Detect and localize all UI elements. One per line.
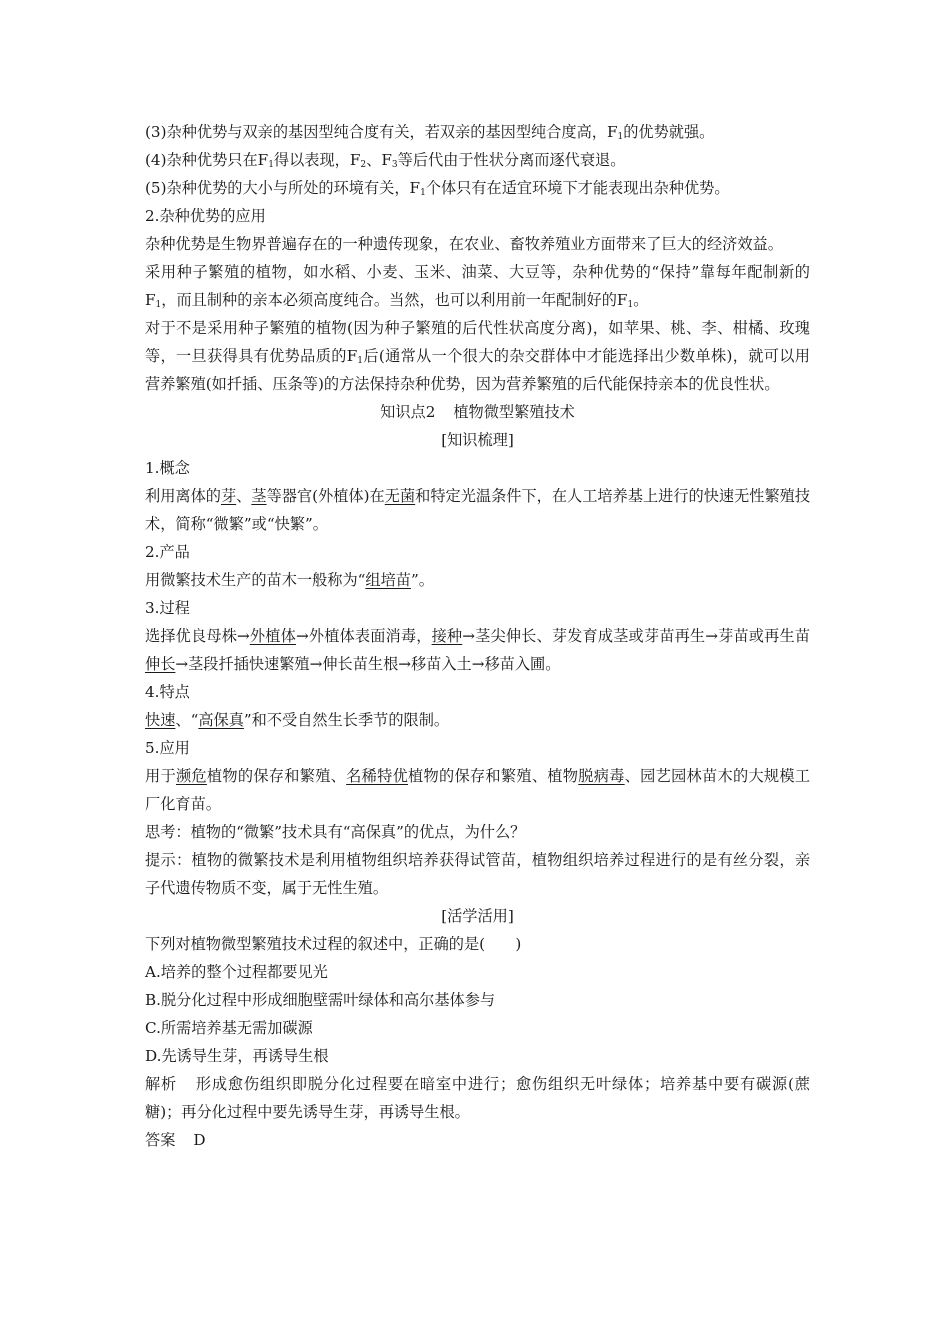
heading-concept: 1.概念 — [145, 459, 190, 477]
text: 个体只有在适宜环境下才能表现出杂种优势。 — [425, 179, 730, 197]
underlined-term: 快速 — [145, 711, 176, 729]
text: (4)杂种优势只在F — [145, 151, 269, 169]
answer-value: D — [193, 1131, 206, 1149]
heading-application: 5.应用 — [145, 739, 190, 757]
document-page — [145, 118, 810, 1154]
answer — [145, 1126, 810, 1154]
text: 采用种子繁殖的植物，如水稻、小麦、玉米、油菜、大豆等，杂种优势的“保持”靠每年配制新的F — [145, 263, 810, 309]
text: 利用离体的 — [145, 487, 221, 505]
underlined-term: 芽 — [220, 487, 237, 505]
heading-product: 2.产品 — [145, 543, 190, 561]
text: 植物的保存和繁殖、 — [206, 767, 347, 785]
text: 用于 — [145, 767, 176, 785]
paragraph-application — [145, 762, 810, 818]
text: →茎段扦插快速繁殖→伸长苗生根→移苗入土→移苗入圃。 — [175, 655, 561, 673]
subscript: 1 — [268, 160, 274, 170]
subscript: 1 — [155, 300, 162, 310]
text: 选择优良母株→ — [145, 627, 250, 645]
text: 等后代由于性状分离而逐代衰退。 — [397, 151, 626, 169]
section-number: 知识点2 — [380, 403, 436, 421]
section-name: 植物微型繁殖技术 — [453, 403, 575, 421]
section-title — [145, 398, 810, 426]
paragraph-concept — [145, 482, 810, 538]
paragraph-seed-propagation — [145, 258, 810, 314]
subscript: 1 — [627, 300, 634, 310]
underlined-term: 外植体 — [249, 627, 296, 645]
section-subtitle: [知识梳理] — [441, 431, 514, 449]
paragraph-feature — [145, 706, 810, 734]
text: ，而且制种的亲本必须高度纯合。当然，也可以利用前一年配制好的F — [161, 291, 628, 309]
text: 。 — [633, 291, 649, 309]
underlined-term: 脱病毒 — [578, 767, 625, 785]
think-question: 思考：植物的“微繁”技术具有“高保真”的优点，为什么？ — [145, 823, 526, 841]
heading-feature: 4.特点 — [145, 683, 190, 701]
option-b: B.脱分化过程中形成细胞壁需叶绿体和高尔基体参与 — [145, 991, 496, 1009]
paragraph-vegetative-propagation — [145, 314, 810, 398]
text: ”和不受自然生长季节的限制。 — [243, 711, 450, 729]
text: →茎尖伸长、芽发育成茎或芽苗再生→芽苗或再生苗 — [462, 627, 811, 645]
text: 后(通常从一个很大的杂交群体中才能选择出少数单株)，就可以用营养繁殖(如扦插、压条等)的方法保持杂种优势，因为营养繁殖的后代能保持亲本的优良性状。 — [145, 347, 810, 393]
underlined-term: 茎 — [251, 487, 267, 505]
underlined-term: 伸长 — [145, 655, 176, 673]
text: 、园艺园林苗木的大规模工厂化育苗。 — [145, 767, 811, 813]
subscript: 1 — [617, 132, 624, 142]
text: 、 — [236, 487, 252, 505]
paragraph-heterosis-3 — [145, 118, 810, 146]
practice-question: 下列对植物微型繁殖技术过程的叙述中，正确的是( ) — [145, 935, 522, 953]
text: 对于不是采用种子繁殖的植物(因为种子繁殖的后代性状高度分离)，如苹果、桃、李、柑橘、玫瑰等，一旦获得具有优势品质的F — [145, 319, 810, 365]
text: 植物的保存和繁殖、植物 — [408, 767, 579, 785]
heading-heterosis-application: 2.杂种优势的应用 — [145, 207, 266, 225]
underlined-term: 濒危 — [175, 767, 207, 785]
option-c: C.所需培养基无需加碳源 — [145, 1019, 313, 1037]
underlined-term: 组培苗 — [365, 571, 411, 589]
paragraph-heterosis-intro: 杂种优势是生物界普遍存在的一种遗传现象，在农业、畜牧养殖业方面带来了巨大的经济效益。 — [145, 235, 783, 253]
heading-process: 3.过程 — [145, 599, 190, 617]
practice-title: [活学活用] — [441, 907, 514, 925]
text: (3)杂种优势与双亲的基因型纯合度有关，若双亲的基因型纯合度高，F — [145, 123, 618, 141]
text: 用微繁技术生产的苗木一般称为“ — [145, 571, 366, 589]
text: 、F — [366, 151, 392, 169]
answer-label: 答案 — [145, 1131, 176, 1149]
underlined-term: 名稀特优 — [346, 767, 409, 785]
option-d: D.先诱导生芽，再诱导生根 — [145, 1047, 329, 1065]
paragraph-heterosis-4 — [145, 146, 810, 174]
text: ”。 — [410, 571, 434, 589]
think-hint: 提示：植物的微繁技术是利用植物组织培养获得试管苗，植物组织培养过程进行的是有丝分裂，亲子代遗传物质不变，属于无性生殖。 — [145, 851, 810, 897]
text: 得以表现，F — [273, 151, 361, 169]
subscript: 1 — [420, 188, 426, 198]
underlined-term: 接种 — [431, 627, 463, 645]
option-a: A.培养的整个过程都要见光 — [145, 963, 328, 981]
underlined-term: 无菌 — [384, 487, 416, 505]
paragraph-product — [145, 566, 810, 594]
paragraph-heterosis-5 — [145, 174, 810, 202]
analysis-text: 形成愈伤组织即脱分化过程要在暗室中进行；愈伤组织无叶绿体；培养基中要有碳源(蔗糖)；再分化过程中要先诱导生芽，再诱导生根。 — [145, 1075, 810, 1121]
text: 的优势就强。 — [623, 123, 715, 141]
subscript: 1 — [357, 356, 363, 366]
text: (5)杂种优势的大小与所处的环境有关，F — [145, 179, 421, 197]
analysis — [145, 1070, 810, 1126]
text: 和特定光温条件下，在人工培养基上进行的快速无性繁殖技术，简称“微繁”或“快繁”。 — [145, 487, 811, 533]
text: 、“ — [175, 711, 199, 729]
underlined-term: 高保真 — [198, 711, 244, 729]
analysis-label: 解析 — [145, 1075, 178, 1093]
subscript: 2 — [360, 160, 367, 170]
subscript: 3 — [391, 160, 398, 170]
text: →外植体表面消毒， — [295, 627, 432, 645]
text: 等器官(外植体)在 — [266, 487, 385, 505]
paragraph-process — [145, 622, 810, 678]
